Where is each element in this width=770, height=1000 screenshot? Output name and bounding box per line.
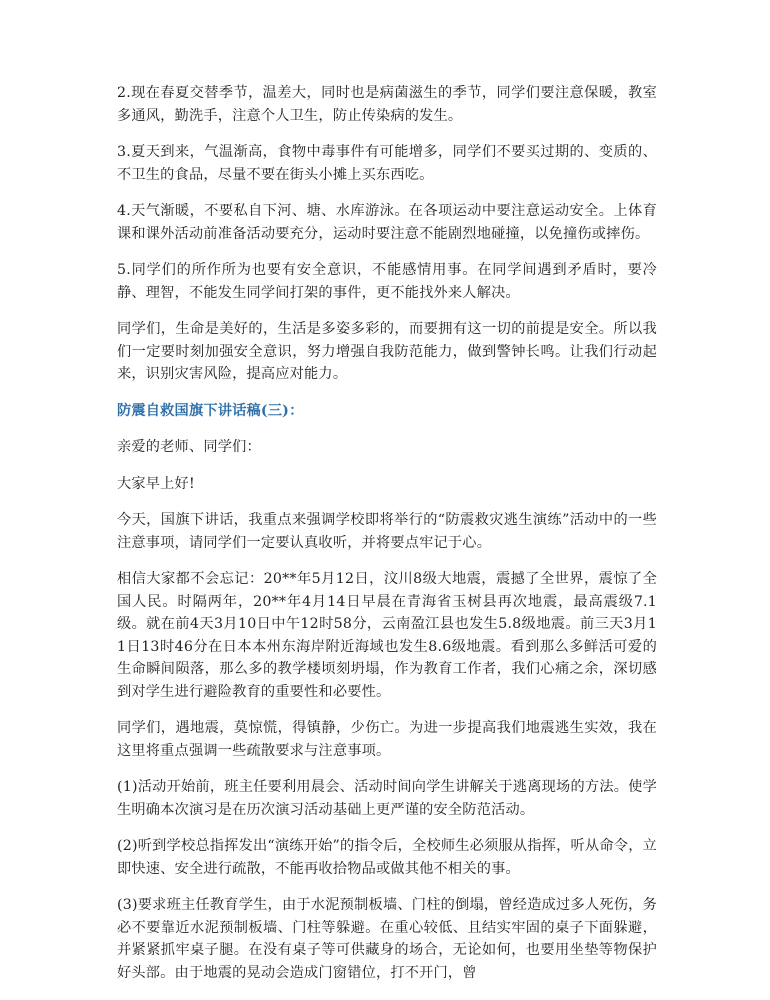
section-heading: 防震自救国旗下讲话稿(三)： — [117, 402, 304, 419]
paragraph-tip-2: 2.现在春夏交替季节，温差大，同时也是病菌滋生的季节，同学们要注意保暖，教室多通风，勤洗手，注意个人卫生，防止传染病的发生。 — [117, 85, 657, 124]
paragraph-tip-4: 4.天气渐暖，不要私自下河、塘、水库游泳。在各项运动中要注意运动安全。上体育课和课外活动前准备活动要充分，运动时要注意不能剧烈地碰撞，以免撞伤或摔伤。 — [117, 203, 657, 242]
paragraph-earthquake-history: 相信大家都不会忘记：20**年5月12日，汶川8级大地震，震撼了全世界，震惊了全国人民。时隔两年，20**年4月14日早晨在青海省玉树县再次地震，最高震级7.1级。就在前4天3月10日中午12时58分，云南盈江县也发生5.8级地震。前三天3月11日13时46分在日本本州东海岸附近海域也发生8.6级地震。看到那么多鲜活可爱的生命瞬间陨落，那么多的教学楼顷刻坍塌，作为教育工作者，我们心痛之余，深切感到对学生进行避险教育的重要性和必要性。 — [117, 571, 657, 700]
paragraph-conclusion: 同学们，生命是美好的，生活是多姿多彩的，而要拥有这一切的前提是安全。所以我们一定要时刻加强安全意识，努力增强自我防范能力，做到警钟长鸣。让我们行动起来，识别灾害风险，提高应对能力。 — [117, 321, 657, 382]
paragraph-step-2: (2)听到学校总指挥发出“演练开始”的指令后，全校师生必须服从指挥，听从命令，立即快速、安全进行疏散，不能再收拾物品或做其他不相关的事。 — [117, 838, 657, 877]
paragraph-tip-3: 3.夏天到来，气温渐高，食物中毒事件有可能增多，同学们不要买过期的、变质的、不卫生的食品，尽量不要在街头小摊上买东西吃。 — [117, 144, 657, 183]
paragraph-greeting: 大家早上好! — [117, 475, 195, 492]
paragraph-step-3: (3)要求班主任教育学生，由于水泥预制板墙、门柱的倒塌，曾经造成过多人死伤，务必不要靠近水泥预制板墙、门柱等躲避。在重心较低、且结实牢固的桌子下面躲避，并紧紧抓牢桌子腿。在没有桌子等可供藏身的场合，无论如何，也要用坐垫等物保护好头部。由于地震的晃动会造成门窗错位，打不开门，曾 — [117, 897, 657, 981]
paragraph-tip-5: 5.同学们的所作所为也要有安全意识，不能感情用事。在同学间遇到矛盾时，要冷静、理智，不能发生同学间打架的事件，更不能找外来人解决。 — [117, 262, 657, 301]
paragraph-step-1: (1)活动开始前，班主任要利用晨会、活动时间向学生讲解关于逃离现场的方法。使学生明确本次演习是在历次演习活动基础上更严谨的安全防范活动。 — [117, 779, 657, 818]
paragraph-intro: 今天，国旗下讲话，我重点来强调学校即将举行的“防震救灾逃生演练”活动中的一些注意事项，请同学们一定要认真收听，并将要点牢记于心。 — [117, 512, 657, 551]
paragraph-salutation: 亲爱的老师、同学们： — [117, 439, 261, 455]
document-body — [117, 82, 657, 998]
paragraph-motto: 同学们，遇地震，莫惊慌，得镇静，少伤亡。为进一步提高我们地震逃生实效，我在这里将重点强调一些疏散要求与注意事项。 — [117, 720, 657, 759]
